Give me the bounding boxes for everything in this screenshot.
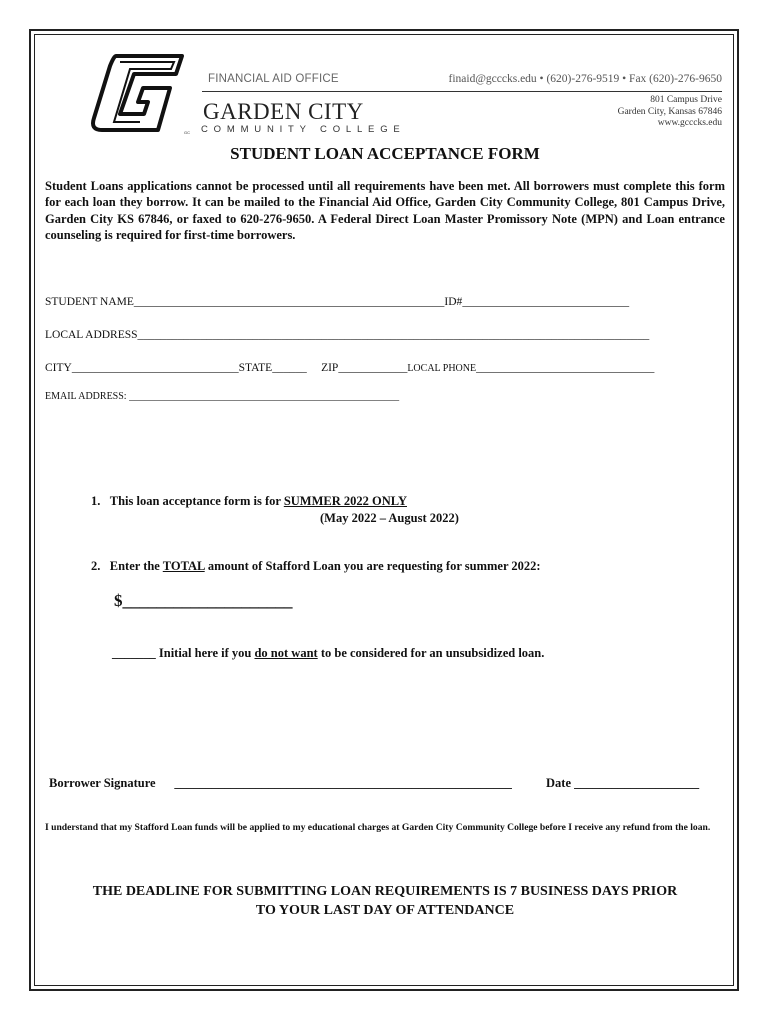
deadline-line-2: TO YOUR LAST DAY OF ATTENDANCE [255,903,515,918]
dollar-sign: $ [114,591,123,610]
item-1-text: This loan acceptance form is for [109,494,284,508]
local-phone-label: LOCAL PHONE [407,363,477,374]
form-title: STUDENT LOAN ACCEPTANCE FORM [230,144,540,163]
address-city: Garden City, Kansas 67846 [617,106,722,117]
date-field[interactable]: Date ____________________ [546,776,700,790]
email-field[interactable]: EMAIL ADDRESS: ______________________________________________________ [45,391,400,402]
item-2-text-b: amount of Stafford Loan you are requesting for summer 2022: [204,559,541,573]
date-label: Date [546,776,571,790]
signature-label: Borrower Signature [49,776,156,790]
contact-info: finaid@gcccks.edu • (620)-276-9519 • Fax (620)-276-9650 [448,73,722,85]
amount-field[interactable]: $____________________ [114,591,293,610]
deadline-notice [0,882,770,920]
state-label: STATE [238,362,273,374]
college-logo [86,52,192,136]
logo-text: GC [184,130,190,135]
borrower-signature-field[interactable]: Borrower Signature ______________________________________________________ [49,776,512,790]
item-2-text-a: Enter the [109,559,163,573]
item-1-dates: (May 2022 – August 2022) [320,511,459,525]
deadline-line-1: THE DEADLINE FOR SUBMITTING LOAN REQUIREMENTS IS 7 BUSINESS DAYS PRIOR [92,884,678,899]
student-name-label: STUDENT NAME [45,296,134,308]
email-label: EMAIL ADDRESS: [45,391,127,402]
item-2-number: 2. [91,559,101,573]
form-instructions: Student Loans applications cannot be processed until all requirements have been met. All borrowers must complete this form for each loan they borrow. It can be mailed to the Financial Aid Office, Garden City Community College, 801 Campus Drive, Garden City KS 67846, or faxed to 620-276-9650. A Federal Direct Loan Master Promissory Note (MPN) and Loan entrance counseling is required for first-time borrowers. [45,179,725,243]
page-border-inner [34,34,734,986]
unsubsidized-initial-field[interactable]: _______ Initial here if you do not want to be considered for an unsubsidized loan. [112,646,545,660]
office-name: FINANCIAL AID OFFICE [208,73,339,85]
id-label: ID# [444,296,463,308]
item-2 [91,559,541,574]
header-divider [202,91,722,92]
item-1-number: 1. [91,494,101,508]
college-subtitle: COMMUNITY COLLEGE [201,124,406,135]
initial-term: do not want [254,646,318,660]
college-address [618,95,722,130]
acknowledgement-note: I understand that my Stafford Loan funds will be applied to my educational charges at Garden City Community College before I receive any refund from the loan. [45,822,711,833]
address-web: www.gcccks.edu [657,118,722,128]
item-1 [91,494,407,509]
city-state-zip-field[interactable]: CITY_____________________________STATE______ ZIP____________LOCAL PHONE_______________________________ [45,362,655,374]
city-label: CITY [45,362,72,374]
item-1-term: SUMMER 2022 ONLY [283,494,407,508]
local-address-field[interactable]: LOCAL ADDRESS_________________________________________________________________________________________ [45,329,650,341]
item-2-term: TOTAL [162,559,205,573]
zip-label: ZIP [321,362,339,374]
local-address-label: LOCAL ADDRESS [45,329,138,341]
initial-text-a: Initial here if you [155,646,255,660]
college-name: GARDEN CITY [203,99,364,124]
address-street: 801 Campus Drive [650,95,722,105]
student-name-field[interactable]: STUDENT NAME______________________________________________________ID#_____________________________ [45,296,630,308]
initial-text-b: to be considered for an unsubsidized loan. [317,646,545,660]
